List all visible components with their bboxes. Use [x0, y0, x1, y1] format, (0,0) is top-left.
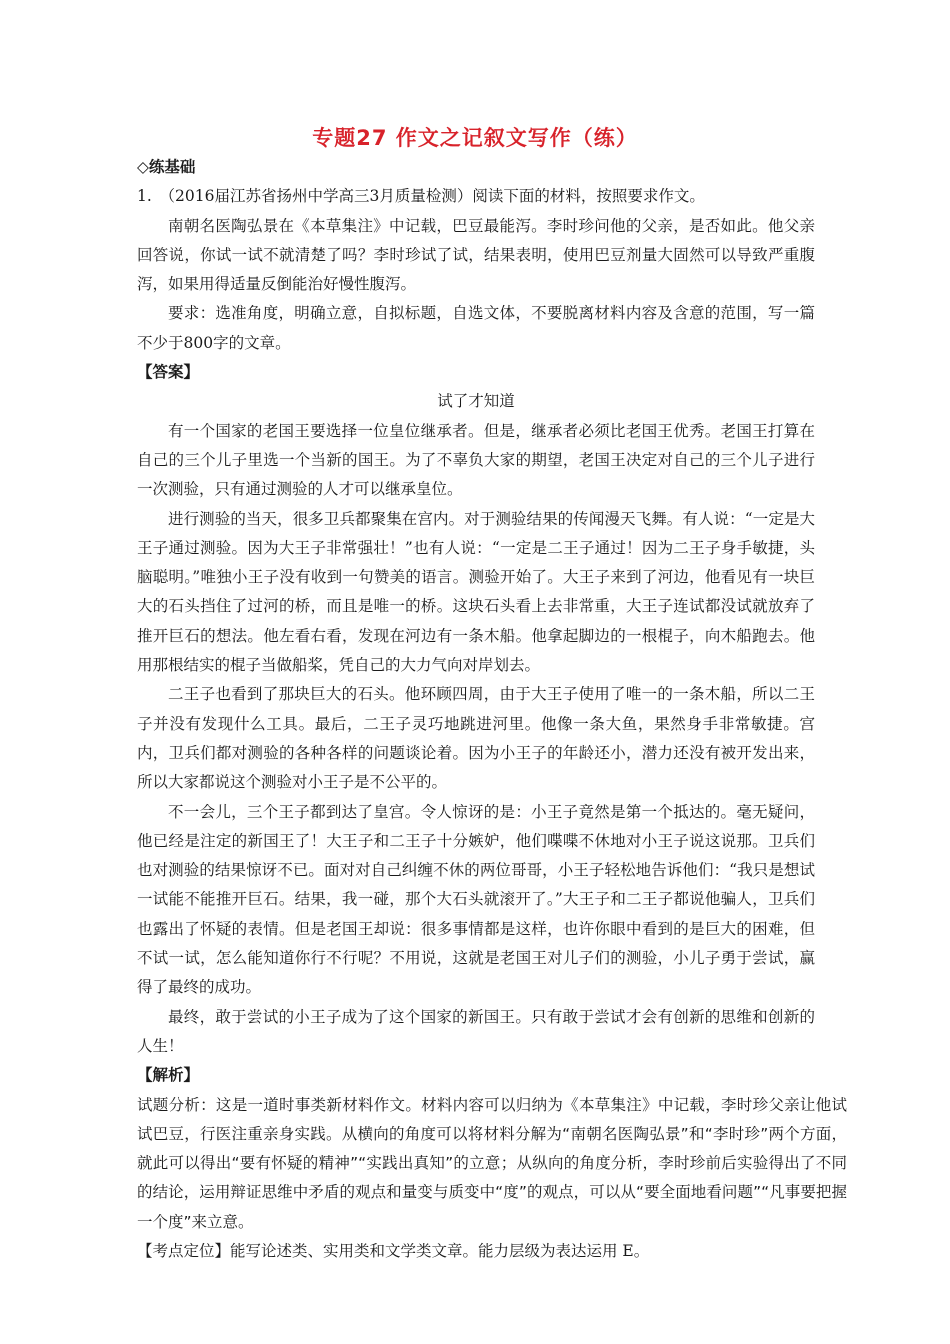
page-title: 专题27 作文之记叙文写作（练）	[312, 126, 638, 150]
essay-paragraph: 不一会儿，三个王子都到达了皇宫。令人惊讶的是：小王子竟然是第一个抵达的。毫无疑问，他已经是注定的新国王了！大王子和二王子十分嫉妒，他们喋喋不休地对小王子说这说那。卫兵们也对测验的结果惊讶不已。面对对自己纠缠不休的两位哥哥，小王子轻松地告诉他们：“我只是想试一试能不能推开巨石。结果，我一碰，那个大石头就滚开了。”大王子和二王子都说他骗人，卫兵们也露出了怀疑的表情。但是老国王却说：很多事情都是这样，也许你眼中看到的是巨大的困难，但不试一试，怎么能知道你行不行呢？不用说，这就是老国王对儿子们的测验，小儿子勇于尝试，赢得了最终的成功。	[137, 802, 815, 997]
document-body	[137, 153, 847, 1266]
section-heading: ◇练基础	[137, 158, 196, 176]
essay-paragraph: 进行测验的当天，很多卫兵都聚集在宫内。对于测验结果的传闻漫天飞舞。有人说：“一定是大王子通过测验。因为大王子非常强壮！”也有人说：“一定是二王子通过！因为二王子身手敏捷，头脑聪明。”唯独小王子没有收到一句赞美的语言。测验开始了。大王子来到了河边，他看见有一块巨大的石头挡住了过河的桥，而且是唯一的桥。这块石头看上去非常重，大王子连试都没试就放弃了推开巨石的想法。他左看右看，发现在河边有一条木船。他拿起脚边的一根棍子，向木船跑去。他用那根结实的棍子当做船桨，凭自己的大力气向对岸划去。	[137, 509, 815, 675]
essay-paragraph: 最终，敢于尝试的小王子成为了这个国家的新国王。只有敢于尝试才会有创新的思维和创新的人生！	[137, 1007, 815, 1055]
key-point: 【考点定位】能写论述类、实用类和文学类文章。能力层级为表达运用 E。	[137, 1241, 650, 1260]
analysis-text: 试题分析：这是一道时事类新材料作文。材料内容可以归纳为《本草集注》中记载，李时珍父亲让他试试巴豆，行医注重亲身实践。从横向的角度可以将材料分解为“南朝名医陶弘景”和“李时珍”两个方面，就此可以得出“要有怀疑的精神”“实践出真知”的立意；从纵向的角度分析，李时珍前后实验得出了不同的结论，运用辩证思维中矛盾的观点和量变与质变中“度”的观点，可以从“要全面地看问题”“凡事要把握一个度”来立意。	[137, 1095, 847, 1231]
question-material: 南朝名医陶弘景在《本草集注》中记载，巴豆最能泻。李时珍问他的父亲，是否如此。他父亲回答说，你试一试不就清楚了吗？李时珍试了试，结果表明，使用巴豆剂量大固然可以导致严重腹泻，如果用得适量反倒能治好慢性腹泻。	[137, 216, 815, 294]
essay-paragraph: 二王子也看到了那块巨大的石头。他环顾四周，由于大王子使用了唯一的一条木船，所以二王子并没有发现什么工具。最后，二王子灵巧地跳进河里。他像一条大鱼，果然身手非常敏捷。宫内，卫兵们都对测验的各种各样的问题谈论着。因为小王子的年龄还小，潜力还没有被开发出来，所以大家都说这个测验对小王子是不公平的。	[137, 685, 815, 792]
essay-paragraph: 有一个国家的老国王要选择一位皇位继承者。但是，继承者必须比老国王优秀。老国王打算在自己的三个儿子里选一个当新的国王。为了不辜负大家的期望，老国王决定对自己的三个儿子进行一次测验，只有通过测验的人才可以继承皇位。	[137, 421, 815, 499]
answer-label: 【答案】	[137, 363, 200, 382]
question-requirement: 要求：选准角度，明确立意，自拟标题，自选文体，不要脱离材料内容及含意的范围，写一篇不少于800字的文章。	[137, 304, 815, 352]
essay-title: 试了才知道	[437, 392, 515, 411]
analysis-label: 【解析】	[137, 1066, 200, 1085]
question-prompt: 1. （2016届江苏省扬州中学高三3月质量检测）阅读下面的材料，按照要求作文。	[137, 187, 705, 206]
